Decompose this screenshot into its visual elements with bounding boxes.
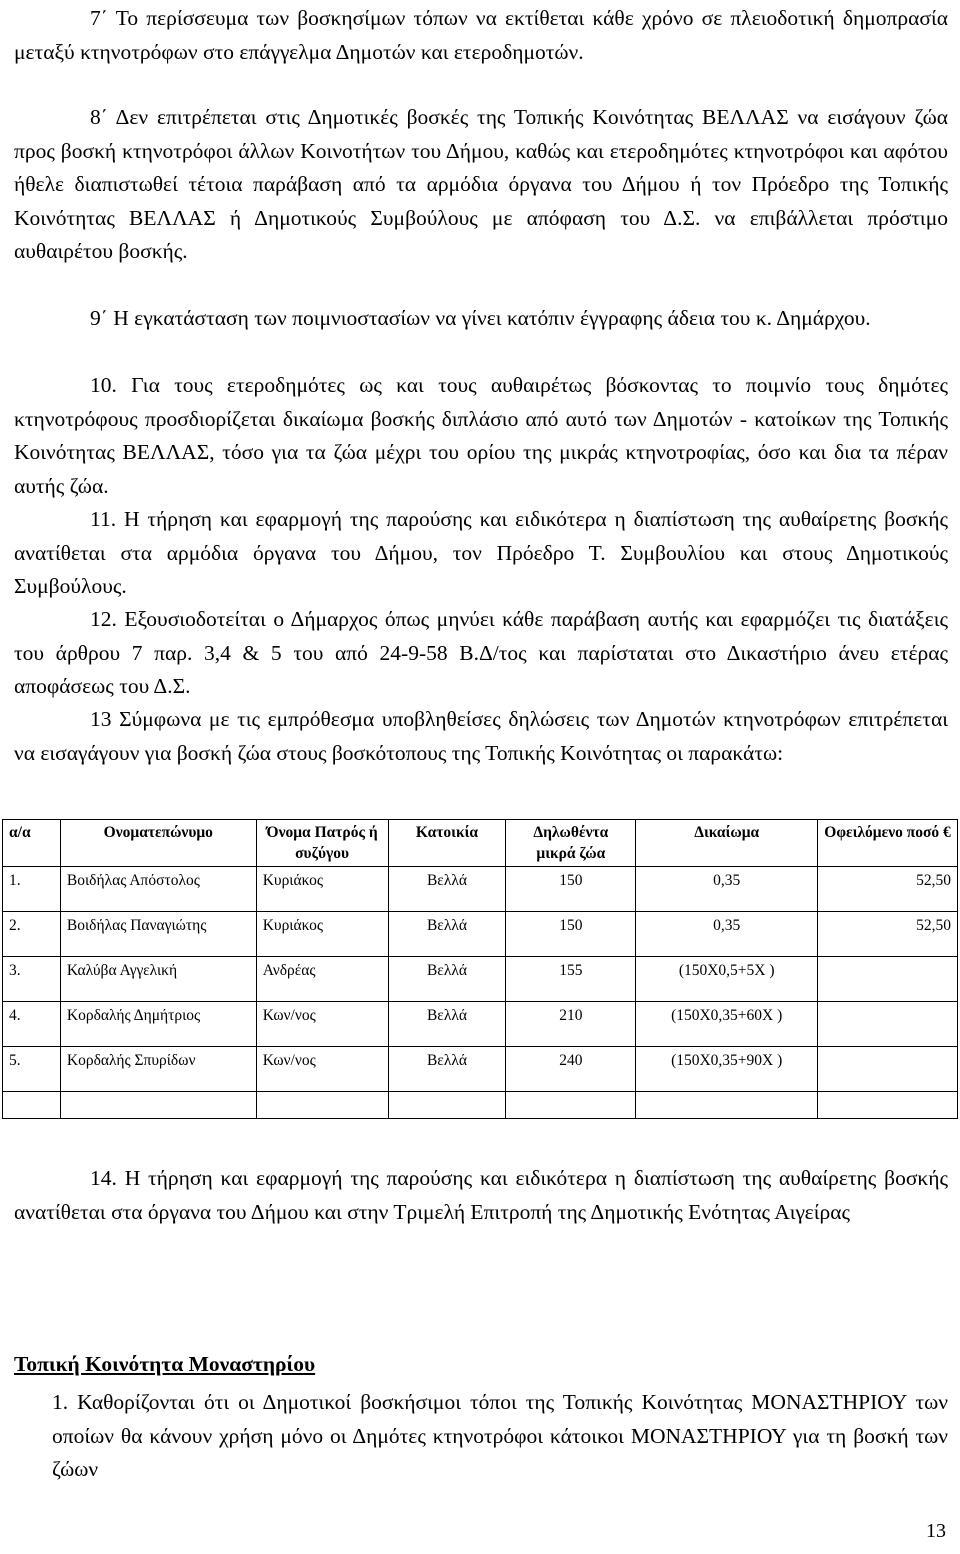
table-row — [3, 1002, 958, 1047]
section-heading: Τοπική Κοινότητα Μοναστηρίου — [14, 1352, 316, 1376]
monastiri-paragraph-1: 1. Καθορίζονται ότι οι Δημοτικοί βοσκήσιμοι τόποι της Τοπικής Κοινότητας ΜΟΝΑΣΤΗΡΙΟΥ των οποίων θα κάνουν χρήση μόνο οι Δημότες κτηνοτρόφοι κάτοικοι ΜΟΝΑΣΤΗΡΙΟΥ για τη βοσκή των ζώων — [52, 1390, 948, 1482]
paragraph-13: 13 Σύμφωνα με τις εμπρόθεσμα υποβληθείσες δηλώσεις των Δημοτών κτηνοτρόφων επιτρέπεται να εισαγάγουν για βοσκή ζώα στους βοσκότοπους της Τοπικής Κοινότητας οι παρακάτω: — [14, 707, 948, 765]
empty-cell — [3, 1092, 61, 1119]
cell-amount-due: 52,50 — [818, 867, 958, 912]
header-father-name: Όνομα Πατρός ή συζύγου — [256, 820, 388, 867]
header-residence: Κατοικία — [388, 820, 506, 867]
header-name: Ονοματεπώνυμο — [60, 820, 256, 867]
cell-residence: Βελλά — [388, 1002, 506, 1047]
cell-fee: 0,35 — [636, 912, 818, 957]
empty-cell — [388, 1092, 506, 1119]
cell-index: 5. — [3, 1047, 61, 1092]
header-amount-due: Οφειλόμενο ποσό € — [818, 820, 958, 867]
cell-index: 2. — [3, 912, 61, 957]
empty-cell — [636, 1092, 818, 1119]
paragraph-11: 11. Η τήρηση και εφαρμογή της παρούσης και ειδικότερα η διαπίστωση της αυθαίρετης βοσκής ανατίθεται στα αρμόδια όργανα του Δήμου, τον Πρόεδρο Τ. Συμβουλίου και στους Δημοτικούς Συμβούλους. — [14, 507, 948, 599]
cell-father-name: Κων/νος — [256, 1047, 388, 1092]
cell-fee: (150Χ0,35+60Χ ) — [636, 1002, 818, 1047]
page-number: 13 — [926, 1520, 946, 1542]
table-row — [3, 957, 958, 1002]
cell-declared-animals: 150 — [506, 912, 636, 957]
table-row-empty — [3, 1092, 958, 1119]
livestock-table — [2, 819, 958, 1119]
cell-declared-animals: 240 — [506, 1047, 636, 1092]
cell-amount-due: 52,50 — [818, 912, 958, 957]
cell-declared-animals: 210 — [506, 1002, 636, 1047]
cell-fee: (150Χ0,5+5Χ ) — [636, 957, 818, 1002]
cell-index: 1. — [3, 867, 61, 912]
cell-index: 3. — [3, 957, 61, 1002]
cell-name: Κορδαλής Δημήτριος — [60, 1002, 256, 1047]
paragraph-12: 12. Εξουσιοδοτείται ο Δήμαρχος όπως μηνύει κάθε παράβαση αυτής και εφαρμόζει τις διατάξεις του άρθρου 7 παρ. 3,4 & 5 του από 24-9-58 Β.Δ/τος και παρίσταται στο Δικαστήριο άνευ ετέρας αποφάσεως του Δ.Σ. — [14, 607, 948, 699]
cell-index: 4. — [3, 1002, 61, 1047]
empty-cell — [256, 1092, 388, 1119]
cell-name: Καλύβα Αγγελική — [60, 957, 256, 1002]
cell-residence: Βελλά — [388, 912, 506, 957]
cell-father-name: Κυριάκος — [256, 867, 388, 912]
cell-amount-due — [818, 957, 958, 1002]
table-row — [3, 1047, 958, 1092]
paragraph-10: 10. Για τους ετεροδημότες ως και τους αυθαιρέτως βόσκοντας το ποιμνίο τους δημότες κτηνοτρόφους προσδιορίζεται δικαίωμα βοσκής διπλάσιο από αυτό των Δημοτών - κατοίκων της Τοπικής Κοινότητας ΒΕΛΛΑΣ, τόσο για τα ζώα μέχρι του ορίου της μικράς κτηνοτροφίας, όσο και δια τα πέραν αυτής ζώα. — [14, 373, 948, 498]
empty-cell — [818, 1092, 958, 1119]
cell-fee: (150Χ0,35+90Χ ) — [636, 1047, 818, 1092]
cell-declared-animals: 155 — [506, 957, 636, 1002]
paragraph-14: 14. Η τήρηση και εφαρμογή της παρούσης και ειδικότερα η διαπίστωση της αυθαίρετης βοσκής ανατίθεται στα όργανα του Δήμου και στην Τριμελή Επιτροπή της Δημοτικής Ενότητας Αιγείρας — [14, 1166, 948, 1224]
empty-cell — [506, 1092, 636, 1119]
cell-residence: Βελλά — [388, 957, 506, 1002]
cell-amount-due — [818, 1047, 958, 1092]
cell-father-name: Κυριάκος — [256, 912, 388, 957]
paragraph-8: 8΄ Δεν επιτρέπεται στις Δημοτικές βοσκές της Τοπικής Κοινότητας ΒΕΛΛΑΣ να εισάγουν ζώα προς βοσκή κτηνοτρόφοι άλλων Κοινοτήτων του Δήμου, καθώς και ετεροδημότες κτηνοτρόφοι και αφότου ήθελε διαπιστωθεί τέτοια παράβαση από τα αρμόδια όργανα του Δήμου ή τον Πρόεδρο της Τοπικής Κοινότητας ΒΕΛΛΑΣ ή Δημοτικούς Συμβούλους με απόφαση του Δ.Σ. να επιβάλλεται πρόστιμο αυθαιρέτου βοσκής. — [14, 105, 948, 264]
cell-residence: Βελλά — [388, 1047, 506, 1092]
cell-father-name: Ανδρέας — [256, 957, 388, 1002]
header-fee: Δικαίωμα — [636, 820, 818, 867]
table-header-row — [3, 820, 958, 867]
cell-declared-animals: 150 — [506, 867, 636, 912]
table-row — [3, 912, 958, 957]
cell-father-name: Κων/νος — [256, 1002, 388, 1047]
paragraph-9: 9΄ Η εγκατάσταση των ποιμνιοστασίων να γίνει κατόπιν έγγραφης άδεια του κ. Δημάρχου. — [90, 306, 871, 330]
empty-cell — [60, 1092, 256, 1119]
paragraph-7: 7΄ Το περίσσευμα των βοσκησίμων τόπων να εκτίθεται κάθε χρόνο σε πλειοδοτική δημοπρασία μεταξύ κτηνοτρόφων στο επάγγελμα Δημοτών και ετεροδημοτών. — [14, 6, 948, 64]
cell-name: Βοιδήλας Απόστολος — [60, 867, 256, 912]
cell-fee: 0,35 — [636, 867, 818, 912]
cell-residence: Βελλά — [388, 867, 506, 912]
header-index: α/α — [3, 820, 61, 867]
cell-amount-due — [818, 1002, 958, 1047]
cell-name: Κορδαλής Σπυρίδων — [60, 1047, 256, 1092]
table-row — [3, 867, 958, 912]
header-declared-animals: Δηλωθέντα μικρά ζώα — [506, 820, 636, 867]
cell-name: Βοιδήλας Παναγιώτης — [60, 912, 256, 957]
